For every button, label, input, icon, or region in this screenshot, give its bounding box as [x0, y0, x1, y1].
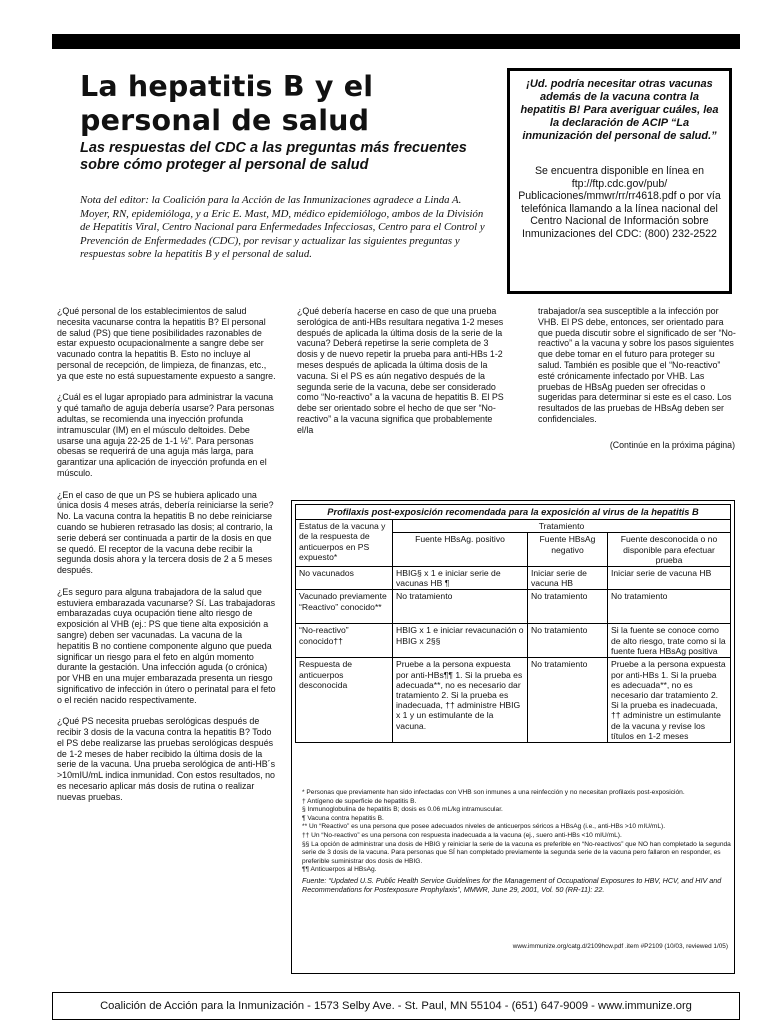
table-cell: No vacunados	[296, 567, 393, 590]
table-cell: Si la fuente se conoce como de alto riesgo, trate como si la fuente fuera HBsAg positiva	[608, 624, 731, 658]
qa-column-1	[57, 306, 277, 813]
table-row	[296, 567, 731, 590]
treatment-header: Tratamiento	[393, 520, 731, 533]
qa-paragraph: ¿Qué debería hacerse en caso de que una prueba serológica de anti-HBs resultara negativa 1-2 meses después de aplicada la última dosis de la serie de la vacuna? Deberá repetirse la serie completa de 3 dosis y de nuevo repetir la prueba para anti-HBs 1-2 meses después de aplicada la última dosis de la vacuna. Si el PS es aún negativo después de la segunda serie de la vacuna, debe ser considerado como “No-reactivo” a la vacuna de hepatitis B. El PS debe ser orientado sobre el hecho de que ser “No-reactivo” a la vacuna significa que probablemente el/la	[297, 306, 504, 435]
table-cell: HBIG x 1 e iniciar revacunación o HBIG x 2§§	[393, 624, 528, 658]
column-header: Fuente HBsAg. positivo	[393, 533, 528, 567]
footnote: * Personas que previamente han sido infectadas con VHB son inmunes a una reinfección y no necesitan profilaxis post-exposición.	[302, 789, 685, 796]
qa-paragraph: ¿En el caso de que un PS se hubiera aplicado una única dosis 4 meses atrás, debería reiniciarse la serie? No. La vacuna contra la hepatitis B no debe reiniciarse cuando se hubieren retrasado las dosis; al contrario, la serie deberá ser continuada a partir de la dosis en que se quedó. El receptor de la vacuna debe recibir la segunda dosis ahora y la tercera dosis de 2 a 5 meses después.	[57, 489, 274, 576]
callout-box	[507, 68, 732, 294]
status-header: Estatus de la vacuna y de la respuesta de anticuerpos en PS expuesto*	[296, 520, 393, 567]
qa-paragraph: ¿Qué personal de los establecimientos de salud necesita vacunarse contra la hepatitis B? El personal de salud (PS) que tiene posibilidades razonables de estar expuesto ocupacionalmente a sangre debe ser vacunado contra la hepatitis B. Esto no incluye al personal de recepción, de limpieza, de finanzas, etc., ya que este no está supuestamente expuesto a sangre.	[57, 306, 276, 381]
callout-body: Se encuentra disponible en línea en ftp://ftp.cdc.gov/pub/ Publicaciones/mmwr/rr/rr4618.pdf o por vía telefónica llamando a la línea nacional del Centro Nacional de Información sobre Inmunizaciones del CDC: (800) 232-2522	[518, 165, 721, 240]
footnote: ¶¶ Anticuerpos al HBsAg.	[302, 866, 377, 874]
table-row	[296, 590, 731, 624]
column-header: Fuente desconocida o no disponible para efectuar prueba	[608, 533, 731, 567]
table-title: Profilaxis post-exposición recomendada para la exposición al virus de la hepatitis B	[296, 505, 731, 520]
footnote: § Inmunoglobulina de hepatitis B; dosis es 0.06 mL/kg intramuscular.	[302, 806, 503, 814]
table-cell: Pruebe a la persona expuesta por anti-HBs 1. Si la prueba es adecuada**, no es necesario dar tratamiento 2. Si la prueba es inadecuada, †† administre un estimulante de la vacuna y revise los títulos en 1-2 meses	[608, 658, 731, 743]
table-source: Fuente: “Updated U.S. Public Health Service Guidelines for the Management of Occupational Exposures to HBV, HCV, and HIV and Recommendations for Postexposure Prophylaxis”, MMWR, June 29, 2001, Vol. 50 (RR-11): 22.	[302, 876, 722, 895]
table-cell: No tratamiento	[528, 624, 608, 658]
footnote: §§ La opción de administrar una dosis de HBIG y reiniciar la serie de la vacuna es preferible en “No-reactivos” que NO han completado la segunda serie de 3 dosis de la vacuna. Para personas que SÍ han completado previamente la segunda serie de la vacuna pero fallaron en responder, es preferible suministrar dos dosis de HBIG.	[302, 840, 731, 865]
table-cell: No tratamiento	[528, 590, 608, 624]
table-cell: No tratamiento	[393, 590, 528, 624]
footer-address: Coalición de Acción para la Inmunización - 1573 Selby Ave. - St. Paul, MN 55104 - (651) 647-9009 - www.immunize.org	[52, 992, 740, 1020]
prophylaxis-table	[295, 504, 731, 743]
top-rule	[52, 34, 740, 49]
table-cell: Vacunado previamente “Reactivo” conocido**	[296, 590, 393, 624]
footnote: †† Un “No-reactivo” es una persona con respuesta inadecuada a la vacuna (ej., suero anti-HBs <10 mIU/mL).	[302, 831, 622, 839]
qa-paragraph: ¿Es seguro para alguna trabajadora de la salud que estuviera embarazada vacunarse? Sí. Las trabajadoras embarazadas cuya ocupación tiene alto riesgo de exposición al VHB (ej.: PS que tiene alta exposición a sangre) deben ser vacunadas. La vacuna de la hepatitis B no contiene componente alguno que pueda significar un riesgo para el feto en algún momento durante la gestación. Una infección aguda (o crónica) por VHB en una mujer embarazada presenta un riesgo significativo de infección in útero o perinatal para el feto o el recién nacido respectivamente.	[57, 586, 276, 705]
table-cell: Pruebe a la persona expuesta por anti-HBs¶¶ 1. Si la prueba es adecuada**, no es necesario dar tratamiento 2. Si la prueba es inadecuada, †† administre HBIG x 1 y un estimulante de la vacuna.	[393, 658, 528, 743]
continue-note: (Continúe en la próxima página)	[609, 440, 735, 450]
editor-note: Nota del editor: la Coalición para la Acción de las Inmunizaciones agradece a Linda A. Moyer, RN, epidemióloga, y a Eric E. Mast, MD, médico epidemiólogo, ambos de la División de Hepatitis Viral, Centro Nacional para Enfermedades Infecciosas, Centro para el Control y Prevención de Enfermedades (CDC), por revisar y actualizar las siguientes preguntas y respuestas sobre la hepatitis B y el personal de salud.	[80, 194, 485, 261]
page-title: La hepatitis B y el personal de salud	[80, 70, 374, 137]
page-subtitle: Las respuestas del CDC a las preguntas más frecuentes sobre cómo proteger al personal de salud	[80, 140, 467, 173]
qa-paragraph: trabajador/a sea susceptible a la infección por VHB. El PS debe, entonces, ser orientado para que pueda discutir sobre el significado de ser “No-reactivo” a la vacuna y sobre los pasos siguientes que debe tomar en el futuro para proteger su salud. También es posible que el “No-reactivo” esté crónicamente infectado por VHB. Las pruebas de HBsAg pueden ser ofrecidas o sugeridas para determinar si este es el caso. Los resultados de las pruebas de HBsAg deben ser confidenciales.	[538, 306, 736, 424]
table-row	[296, 658, 731, 743]
table-cell: “No-reactivo” conocido††	[296, 624, 393, 658]
callout-headline: ¡Ud. podría necesitar otras vacunas además de la vacuna contra la hepatitis B! Para averiguar cuáles, lea la declaración de ACIP “La inmunización del personal de salud.”	[520, 78, 719, 142]
table-cell: Respuesta de anticuerpos desconocida	[296, 658, 393, 743]
qa-column-2	[297, 306, 509, 446]
table-cell: HBIG§ x 1 e iniciar serie de vacunas HB ¶	[393, 567, 528, 590]
table-cell: Iniciar serie de vacuna HB	[608, 567, 731, 590]
table-row	[296, 624, 731, 658]
table-cell: Iniciar serie de vacuna HB	[528, 567, 608, 590]
prophylaxis-table-box	[291, 500, 735, 974]
table-footnotes	[302, 789, 732, 875]
qa-paragraph: ¿Cuál es el lugar apropiado para administrar la vacuna y qué tamaño de aguja debería usarse? Para personas adultas, se recomienda una inyección profunda intramuscular (IM) en el músculo deltoides. Debe usarse una aguja 22-25 de 1-1 ½". Para personas obesas se requerirá de una aguja más larga, para garantizar una aplicación de inyección profunda en el músculo.	[57, 392, 275, 478]
column-header: Fuente HBsAg negativo	[528, 533, 608, 567]
footnote: ** Un “Reactivo” es una persona que posee adecuados niveles de anticuerpos séricos a HBsAg (i.e., anti-HBs >10 mIU/mL).	[302, 823, 666, 831]
qa-paragraph: ¿Qué PS necesita pruebas serológicas después de recibir 3 dosis de la vacuna contra la hepatitis B? Todo el PS debe realizarse las pruebas serológicas después de 1-2 meses de haber recibido la última dosis de la serie de la vacuna. Una prueba serológica de anti-HB´s >10mIU/mL indica inmunidad. Con estos resultados, no es necesario aplicar más dosis de rutina o realizar nuevas pruebas.	[57, 716, 276, 802]
qa-column-3	[538, 306, 736, 436]
footnote: ¶ Vacuna contra hepatitis B.	[302, 814, 384, 822]
footnote: † Antígeno de superficie de hepatitis B.	[302, 797, 417, 805]
catalog-line: www.immunize.org/catg.d/2109hcw.pdf .item #P2109 (10/03, reviewed 1/05)	[512, 943, 728, 950]
table-cell: No tratamiento	[608, 590, 731, 624]
table-cell: No tratamiento	[528, 658, 608, 743]
